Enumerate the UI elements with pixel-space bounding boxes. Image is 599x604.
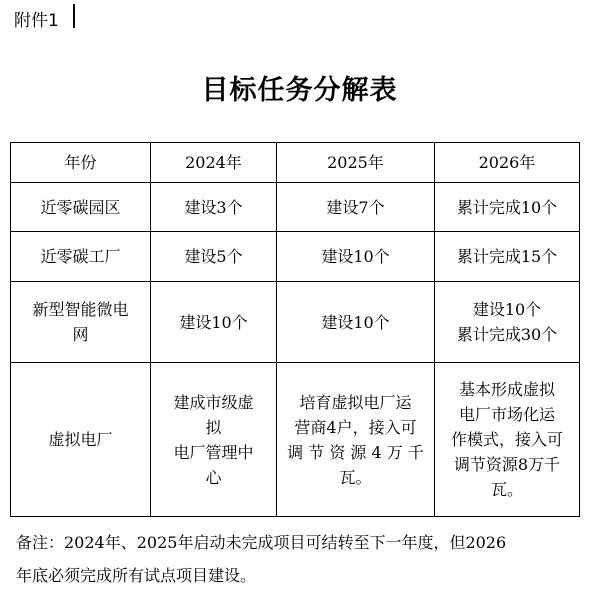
cell-2025: 建设7个	[277, 183, 435, 232]
table-row	[11, 363, 580, 517]
cell-2025	[277, 363, 435, 517]
cell-line: 调节资源8万千	[453, 455, 561, 474]
header-cell-2024: 2024年	[151, 143, 277, 183]
footnote	[16, 526, 582, 592]
cell-line: 营商4户，接入可	[294, 417, 417, 437]
cell-line: 电厂市场化运	[458, 405, 555, 424]
cell-line: 电厂管理中	[173, 442, 254, 462]
cell-2025: 建设10个	[277, 282, 435, 363]
cell-2026: 累计完成10个	[435, 183, 580, 232]
cell-2024	[151, 363, 277, 517]
header-cell-year: 年份	[11, 143, 151, 183]
row-label	[11, 282, 151, 363]
table-row	[11, 232, 580, 282]
header-cell-2026: 2026年	[435, 143, 580, 183]
cell-line: 调 节 资 源 4 万 千	[287, 442, 424, 462]
task-table	[10, 142, 580, 517]
cell-2024: 建设10个	[151, 282, 277, 363]
row-label: 虚拟电厂	[11, 363, 151, 517]
document-title: 目标任务分解表	[201, 75, 398, 106]
text-cursor	[73, 4, 75, 28]
cell-line: 建设10个	[472, 300, 542, 319]
row-label-line: 网	[72, 325, 89, 344]
cell-2026	[435, 282, 580, 363]
row-label-line: 新型智能微电	[32, 300, 129, 319]
cell-line: 瓦。	[339, 467, 372, 487]
cell-line: 培育虚拟电厂运	[299, 392, 412, 412]
row-label: 近零碳园区	[11, 183, 151, 232]
cell-line: 心	[205, 467, 222, 487]
footnote-line: 备注：2024年、2025年启动未完成项目可结转至下一年度，但2026	[16, 533, 507, 552]
header-cell-2025: 2025年	[277, 143, 435, 183]
cell-2025: 建设10个	[277, 232, 435, 282]
cell-line: 拟	[205, 417, 222, 437]
table-row	[11, 282, 580, 363]
cell-line: 基本形成虚拟	[458, 380, 555, 399]
attachment-label: 附件1	[14, 11, 59, 31]
cell-line: 累计完成30个	[456, 325, 558, 344]
row-label: 近零碳工厂	[11, 232, 151, 282]
cell-line: 瓦。	[490, 480, 523, 499]
cell-2024: 建设5个	[151, 232, 277, 282]
cell-line: 作模式，接入可	[450, 430, 563, 449]
table-header-row	[11, 143, 580, 183]
cell-line: 建成市级虚	[173, 392, 254, 412]
cell-2026	[435, 363, 580, 517]
cell-2024: 建设3个	[151, 183, 277, 232]
footnote-line: 年底必须完成所有试点项目建设。	[16, 566, 257, 585]
cell-2026: 累计完成15个	[435, 232, 580, 282]
table-row	[11, 183, 580, 232]
